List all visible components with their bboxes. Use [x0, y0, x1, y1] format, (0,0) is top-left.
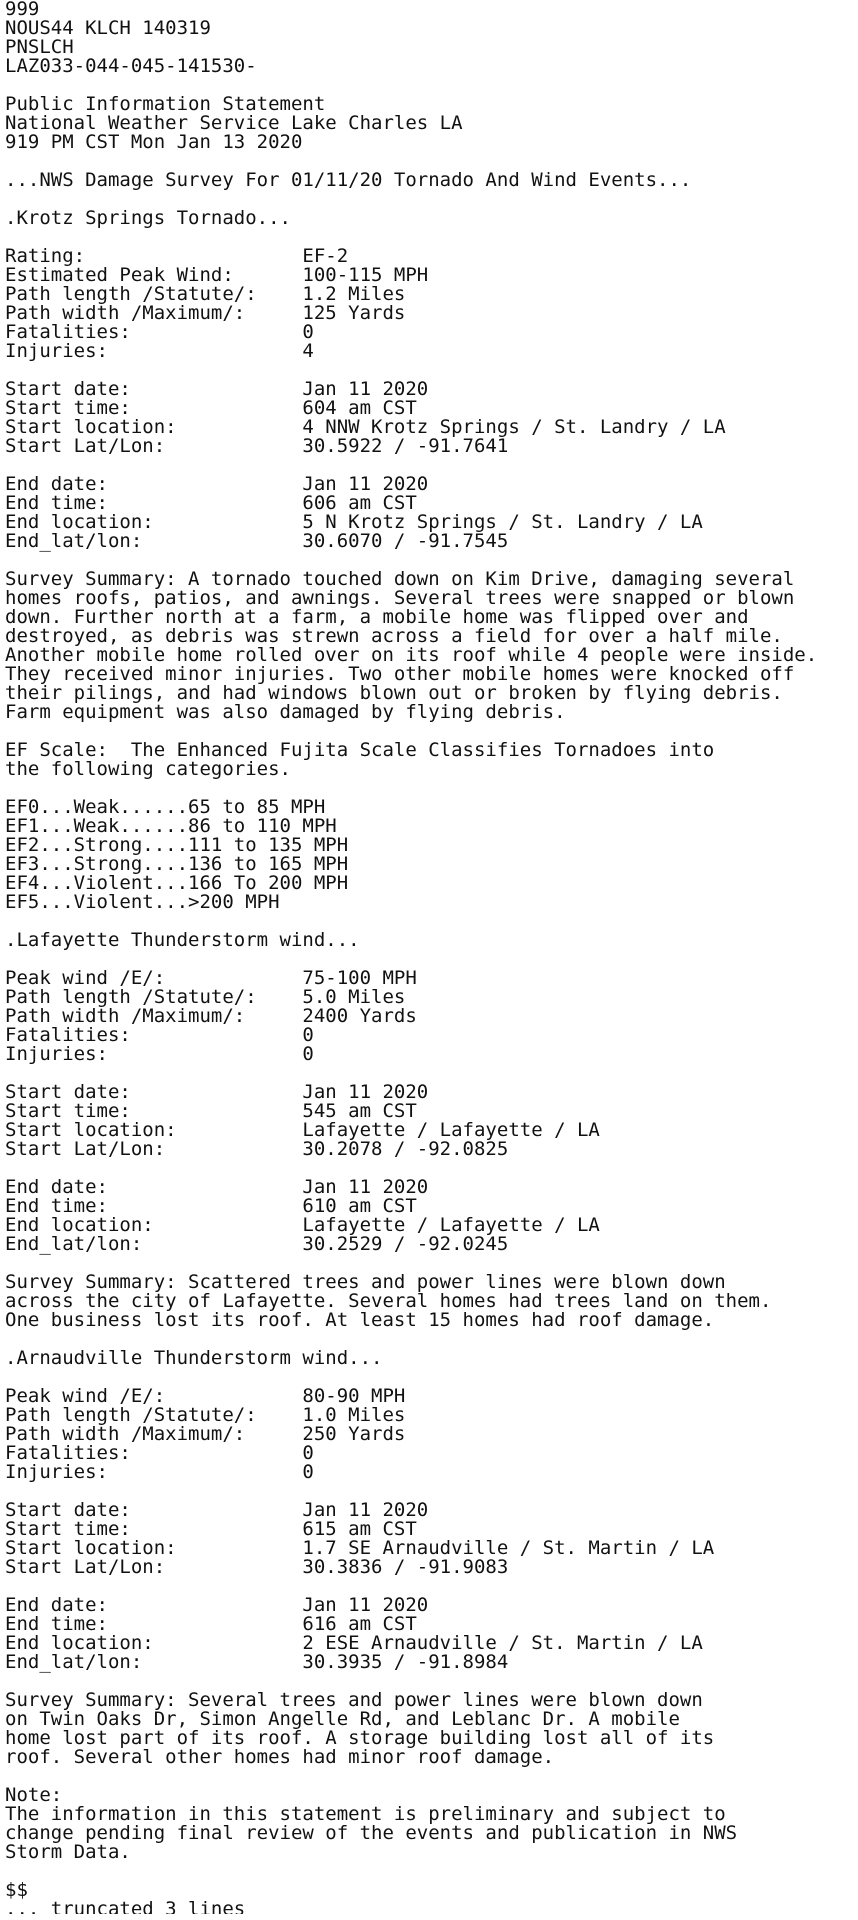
text-line: Note:: [5, 1784, 63, 1806]
text-line: Start Lat/Lon: 30.5922 / -91.7641: [5, 435, 509, 457]
text-line: Another mobile home rolled over on its roof while 4 people were inside.: [5, 644, 818, 666]
text-line: Path length /Statute/: 5.0 Miles: [5, 986, 406, 1008]
text-line: End_lat/lon: 30.3935 / -91.8984: [5, 1651, 509, 1673]
text-line: Farm equipment was also damaged by flying debris.: [5, 701, 566, 723]
text-line: EF3...Strong....136 to 165 MPH: [5, 853, 349, 875]
text-line: Path length /Statute/: 1.2 Miles: [5, 283, 406, 305]
text-line: EF1...Weak......86 to 110 MPH: [5, 815, 337, 837]
text-line: Fatalities: 0: [5, 1442, 314, 1464]
blank-line: [5, 1862, 858, 1881]
text-line: down. Further north at a farm, a mobile home was flipped over and: [5, 606, 749, 628]
text-line: Survey Summary: Scattered trees and power lines were blown down: [5, 1271, 726, 1293]
text-line: Start Lat/Lon: 30.2078 / -92.0825: [5, 1138, 509, 1160]
text-line: Start location: 4 NNW Krotz Springs / St. Landry / LA: [5, 416, 726, 438]
text-line: The information in this statement is preliminary and subject to: [5, 1803, 726, 1825]
text-line: End time: 606 am CST: [5, 492, 417, 514]
text-line: End_lat/lon: 30.2529 / -92.0245: [5, 1233, 509, 1255]
text-line: .Lafayette Thunderstorm wind...: [5, 929, 360, 951]
text-line: Start date: Jan 11 2020: [5, 1081, 429, 1103]
text-line: End date: Jan 11 2020: [5, 1594, 429, 1616]
text-line: Path width /Maximum/: 2400 Yards: [5, 1005, 417, 1027]
truncation-note: ... truncated 3 lines: [5, 1900, 246, 1914]
text-line: Injuries: 4: [5, 340, 314, 362]
text-line: Rating: EF-2: [5, 245, 349, 267]
text-line: the following categories.: [5, 758, 291, 780]
text-line: End time: 616 am CST: [5, 1613, 417, 1635]
text-line: End time: 610 am CST: [5, 1195, 417, 1217]
text-line: 999: [5, 0, 40, 20]
text-line: 919 PM CST Mon Jan 13 2020: [5, 131, 303, 153]
text-line: Start time: 604 am CST: [5, 397, 417, 419]
text-line: Public Information Statement: [5, 93, 326, 115]
text-line: homes roofs, patios, and awnings. Several trees were snapped or blown: [5, 587, 795, 609]
text-line: $$: [5, 1879, 28, 1901]
text-line: across the city of Lafayette. Several homes had trees land on them.: [5, 1290, 772, 1312]
text-line: Start time: 615 am CST: [5, 1518, 417, 1540]
text-line: Injuries: 0: [5, 1043, 314, 1065]
text-line: PNSLCH: [5, 36, 74, 58]
text-line: Survey Summary: Several trees and power lines were blown down: [5, 1689, 703, 1711]
text-line: Peak wind /E/: 80-90 MPH: [5, 1385, 406, 1407]
text-line: Path length /Statute/: 1.0 Miles: [5, 1404, 406, 1426]
text-line: End_lat/lon: 30.6070 / -91.7545: [5, 530, 509, 552]
text-line: Start location: 1.7 SE Arnaudville / St. Martin / LA: [5, 1537, 715, 1559]
text-line: Fatalities: 0: [5, 1024, 314, 1046]
text-line: change pending final review of the events and publication in NWS: [5, 1822, 738, 1844]
text-line: They received minor injuries. Two other mobile homes were knocked off: [5, 663, 795, 685]
text-line: Start Lat/Lon: 30.3836 / -91.9083: [5, 1556, 509, 1578]
text-line: destroyed, as debris was strewn across a field for over a half mile.: [5, 625, 783, 647]
text-line: Start date: Jan 11 2020: [5, 1499, 429, 1521]
text-line: Start time: 545 am CST: [5, 1100, 417, 1122]
text-line: Peak wind /E/: 75-100 MPH: [5, 967, 417, 989]
text-line: EF Scale: The Enhanced Fujita Scale Classifies Tornadoes into: [5, 739, 715, 761]
blank-line: [5, 1767, 858, 1786]
text-line: Start date: Jan 11 2020: [5, 378, 429, 400]
text-line: End location: 2 ESE Arnaudville / St. Martin / LA: [5, 1632, 703, 1654]
text-line: NOUS44 KLCH 140319: [5, 17, 211, 39]
text-line: Start location: Lafayette / Lafayette / LA: [5, 1119, 600, 1141]
text-line: EF2...Strong....111 to 135 MPH: [5, 834, 349, 856]
text-line: their pilings, and had windows blown out or broken by flying debris.: [5, 682, 783, 704]
text-line: Estimated Peak Wind: 100-115 MPH: [5, 264, 429, 286]
text-line: Survey Summary: A tornado touched down on Kim Drive, damaging several: [5, 568, 795, 590]
text-line: on Twin Oaks Dr, Simon Angelle Rd, and Leblanc Dr. A mobile: [5, 1708, 680, 1730]
text-line: .Arnaudville Thunderstorm wind...: [5, 1347, 383, 1369]
text-line: One business lost its roof. At least 15 homes had roof damage.: [5, 1309, 715, 1331]
text-line: End date: Jan 11 2020: [5, 1176, 429, 1198]
text-line: LAZ033-044-045-141530-: [5, 55, 257, 77]
text-line: Storm Data.: [5, 1841, 131, 1863]
text-line: .Krotz Springs Tornado...: [5, 207, 291, 229]
text-line: End location: 5 N Krotz Springs / St. Landry / LA: [5, 511, 703, 533]
text-line: EF0...Weak......65 to 85 MPH: [5, 796, 326, 818]
text-line: EF4...Violent...166 To 200 MPH: [5, 872, 349, 894]
text-line: home lost part of its roof. A storage building lost all of its: [5, 1727, 715, 1749]
text-line: End date: Jan 11 2020: [5, 473, 429, 495]
text-line: End location: Lafayette / Lafayette / LA: [5, 1214, 600, 1236]
text-line: ...NWS Damage Survey For 01/11/20 Tornado And Wind Events...: [5, 169, 692, 191]
text-line: Path width /Maximum/: 125 Yards: [5, 302, 406, 324]
text-line: Fatalities: 0: [5, 321, 314, 343]
text-line: Injuries: 0: [5, 1461, 314, 1483]
text-line: Path width /Maximum/: 250 Yards: [5, 1423, 406, 1445]
text-line: roof. Several other homes had minor roof damage.: [5, 1746, 555, 1768]
text-line: National Weather Service Lake Charles LA: [5, 112, 463, 134]
text-line: EF5...Violent...>200 MPH: [5, 891, 280, 913]
